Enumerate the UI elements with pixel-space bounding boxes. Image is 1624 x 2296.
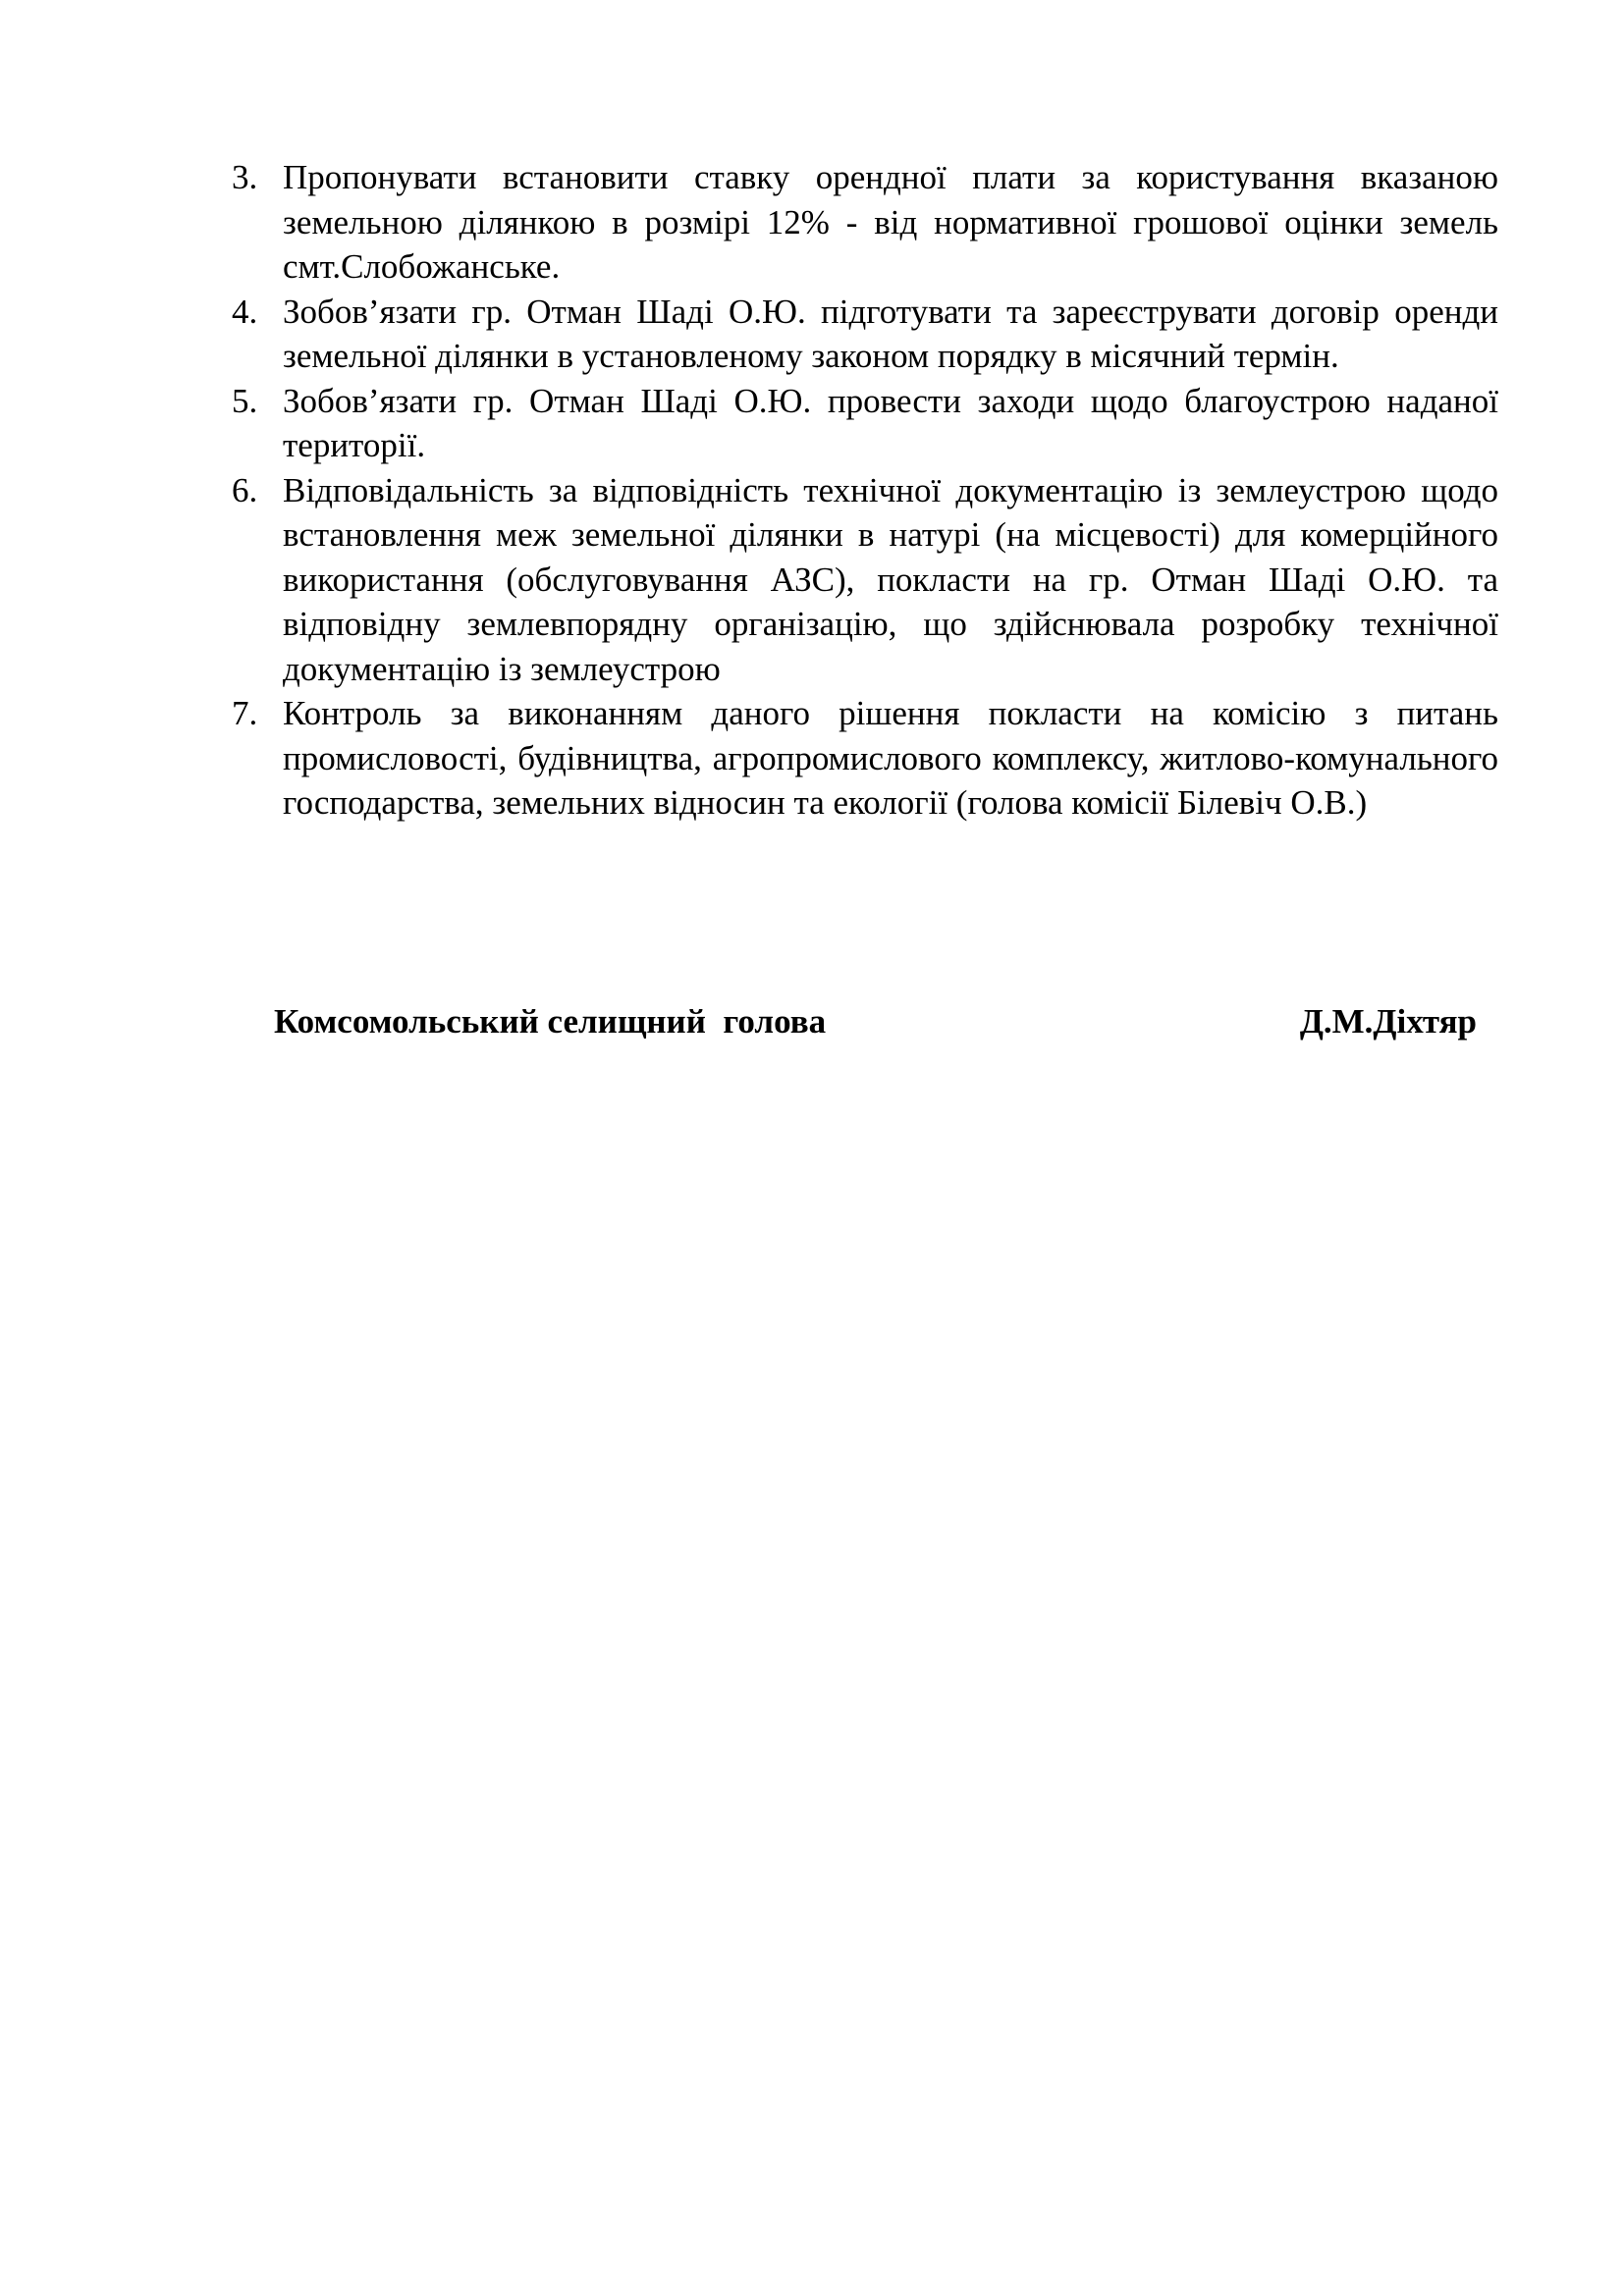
item-number: 7.: [232, 694, 258, 732]
decision-item-7: [232, 691, 1498, 826]
item-text: Зобов’язати гр. Отман Шаді О.Ю. провести заходи щодо благоустрою наданої території.: [283, 381, 1498, 464]
item-text: Пропонувати встановити ставку орендної плати за користування вказаною земельною ділянкою в розмірі 12% - від нормативної грошової оцінки земель смт.Слобожанське.: [283, 158, 1498, 286]
signature-block: [274, 997, 1477, 1046]
decision-item-6: [232, 468, 1498, 692]
decision-item-3: [232, 155, 1498, 290]
signatory-name: Д.М.Діхтяр: [1299, 1002, 1477, 1041]
item-text: Відповідальність за відповідність технічної документацію із землеустрою щодо встановлення меж земельної ділянки в натурі (на місцевості) для комерційного використання (обслуговування АЗС), покласти на гр. Отман Шаді О.Ю. та відповідну землевпорядну організацію, що здійснювала розробку технічної документацію із землеустрою: [283, 470, 1498, 688]
item-number: 6.: [232, 470, 258, 509]
decision-item-5: [232, 379, 1498, 468]
item-number: 3.: [232, 158, 258, 196]
item-number: 4.: [232, 292, 258, 331]
signatory-title: Комсомольський селищний голова: [274, 1002, 827, 1041]
item-number: 5.: [232, 381, 258, 420]
item-text: Контроль за виконанням даного рішення покласти на комісію з питань промисловості, будівництва, агропромислового комплексу, житлово-комунального господарства, земельних відносин та екології (голова комісії Білевіч О.В.): [283, 694, 1498, 822]
decision-list: [232, 155, 1498, 826]
item-text: Зобов’язати гр. Отман Шаді О.Ю. підготувати та зареєструвати договір оренди земельної ділянки в установленому законом порядку в місячний термін.: [283, 292, 1498, 375]
decision-item-4: [232, 290, 1498, 379]
